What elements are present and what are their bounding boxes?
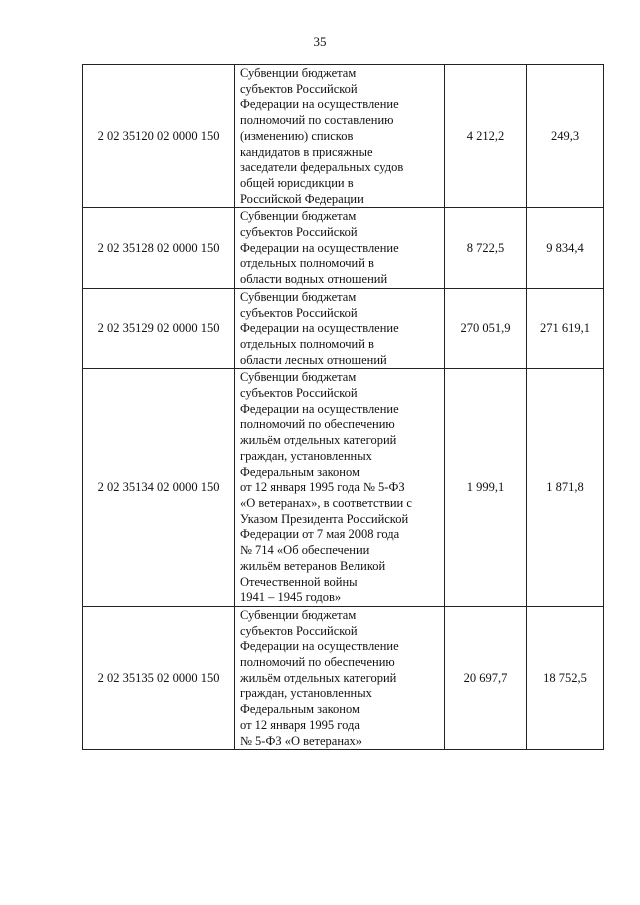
table-row xyxy=(83,288,604,369)
value-year-2: 18 752,5 xyxy=(527,606,604,749)
budget-code: 2 02 35128 02 0000 150 xyxy=(83,208,235,289)
row-description: Субвенции бюджетам субъектов Российской Федерации на осуществление отдельных полномочий в области лесных отношений xyxy=(235,288,445,369)
value-year-2: 9 834,4 xyxy=(527,208,604,289)
page-number: 35 xyxy=(313,34,327,49)
budget-code: 2 02 35120 02 0000 150 xyxy=(83,65,235,208)
budget-code: 2 02 35129 02 0000 150 xyxy=(83,288,235,369)
value-year-2: 1 871,8 xyxy=(527,369,604,607)
row-description: Субвенции бюджетам субъектов Российской Федерации на осуществление отдельных полномочий в области водных отношений xyxy=(235,208,445,289)
table-row xyxy=(83,208,604,289)
value-year-2: 249,3 xyxy=(527,65,604,208)
value-year-1: 1 999,1 xyxy=(445,369,527,607)
row-description: Субвенции бюджетам субъектов Российской Федерации на осуществление полномочий по обеспечению жильём отдельных категорий граждан, установленных Федеральным законом от 12 января 1995 года № 5-ФЗ «О ветеранах» xyxy=(235,606,445,749)
row-description: Субвенции бюджетам субъектов Российской Федерации на осуществление полномочий по составлению (изменению) списков кандидатов в присяжные заседатели федеральных судов общей юрисдикции в Российской Федерации xyxy=(235,65,445,208)
row-description: Субвенции бюджетам субъектов Российской Федерации на осуществление полномочий по обеспечению жильём отдельных категорий граждан, установленных Федеральным законом от 12 января 1995 года № 5-ФЗ «О ветеранах», в соответствии с Указом Президента Российской Федерации от 7 мая 2008 года № 714 «Об обеспечении жильём ветеранов Великой Отечественной войны 1941 – 1945 годов» xyxy=(235,369,445,607)
table-row xyxy=(83,369,604,607)
budget-table xyxy=(82,64,604,750)
value-year-2: 271 619,1 xyxy=(527,288,604,369)
value-year-1: 270 051,9 xyxy=(445,288,527,369)
table-row xyxy=(83,65,604,208)
value-year-1: 20 697,7 xyxy=(445,606,527,749)
budget-code: 2 02 35134 02 0000 150 xyxy=(83,369,235,607)
value-year-1: 8 722,5 xyxy=(445,208,527,289)
value-year-1: 4 212,2 xyxy=(445,65,527,208)
table-row xyxy=(83,606,604,749)
budget-code: 2 02 35135 02 0000 150 xyxy=(83,606,235,749)
